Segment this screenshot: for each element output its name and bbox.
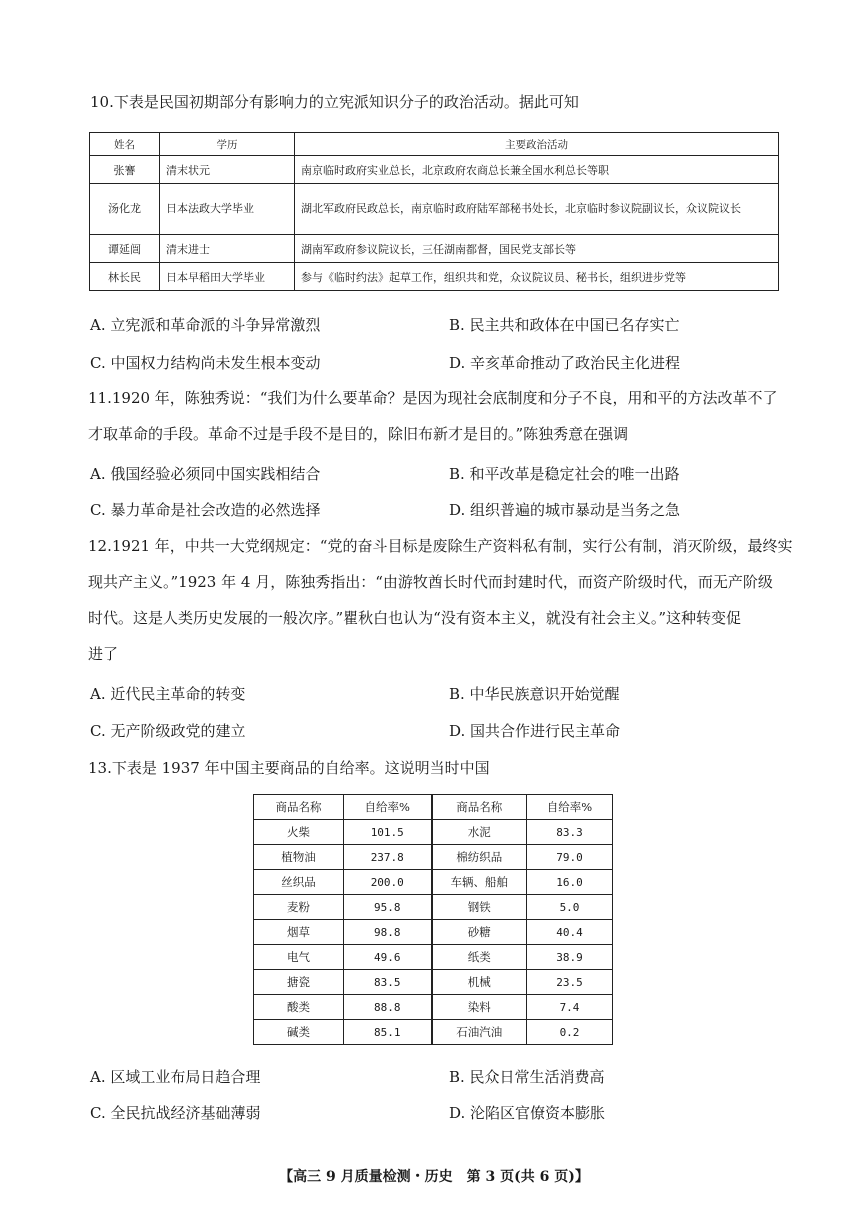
table-row — [254, 1020, 613, 1045]
table-cell: 日本早稻田大学毕业 — [160, 263, 295, 291]
table-row — [254, 920, 613, 945]
question-11 — [88, 380, 798, 452]
table-cell: 烟草 — [254, 920, 344, 945]
table-row — [254, 945, 613, 970]
table-cell: 纸类 — [432, 945, 527, 970]
question-12 — [88, 528, 798, 672]
table-header: 姓名 — [90, 133, 160, 156]
table-header-row — [254, 795, 613, 820]
table-header: 商品名称 — [432, 795, 527, 820]
table-cell: 7.4 — [527, 995, 613, 1020]
table-cell: 95.8 — [344, 895, 432, 920]
table-cell: 车辆、船舶 — [432, 870, 527, 895]
question-10-stem: 10.下表是民国初期部分有影响力的立宪派知识分子的政治活动。据此可知 — [90, 93, 579, 111]
table-cell: 石油汽油 — [432, 1020, 527, 1045]
table-cell: 丝织品 — [254, 870, 344, 895]
table-cell: 23.5 — [527, 970, 613, 995]
q10-option-b[interactable]: B. 民主共和政体在中国已名存实亡 — [449, 316, 680, 334]
table-cell: 16.0 — [527, 870, 613, 895]
political-activities-table — [89, 132, 779, 291]
question-12-stem-line: 时代。这是人类历史发展的一般次序。”瞿秋白也认为“没有资本主义，就没有社会主义。”这种转变促 — [88, 609, 742, 627]
table-cell: 砂糖 — [432, 920, 527, 945]
table-row — [254, 845, 613, 870]
table-cell: 电气 — [254, 945, 344, 970]
table-cell: 钢铁 — [432, 895, 527, 920]
table-cell: 101.5 — [344, 820, 432, 845]
table-row — [254, 820, 613, 845]
table-row — [254, 995, 613, 1020]
q10-option-a[interactable]: A. 立宪派和革命派的斗争异常激烈 — [90, 316, 321, 334]
table-cell: 麦粉 — [254, 895, 344, 920]
question-12-stem-line: 现共产主义。”1923 年 4 月，陈独秀指出：“由游牧酋长时代而封建时代，而资产阶级时代，而无产阶级 — [88, 573, 773, 591]
table-row — [254, 970, 613, 995]
q11-option-a[interactable]: A. 俄国经验必须同中国实践相结合 — [90, 465, 321, 483]
q12-option-c[interactable]: C. 无产阶级政党的建立 — [90, 722, 246, 740]
question-11-stem-line: 才取革命的手段。革命不过是手段不是目的，除旧布新才是目的。”陈独秀意在强调 — [88, 425, 629, 443]
table-cell: 参与《临时约法》起草工作，组织共和党，众议院议员、秘书长，组织进步党等 — [295, 263, 779, 291]
q11-option-d[interactable]: D. 组织普遍的城市暴动是当务之急 — [449, 501, 681, 519]
q10-option-d[interactable]: D. 辛亥革命推动了政治民主化进程 — [449, 354, 681, 372]
table-cell: 植物油 — [254, 845, 344, 870]
q13-option-d[interactable]: D. 沦陷区官僚资本膨胀 — [449, 1104, 606, 1122]
q11-option-b[interactable]: B. 和平改革是稳定社会的唯一出路 — [449, 465, 680, 483]
table-row — [90, 156, 779, 184]
q10-option-c[interactable]: C. 中国权力结构尚未发生根本变动 — [90, 354, 321, 372]
table-cell: 棉纺织品 — [432, 845, 527, 870]
table-cell: 237.8 — [344, 845, 432, 870]
table-row — [254, 870, 613, 895]
table-cell: 机械 — [432, 970, 527, 995]
table-cell: 汤化龙 — [90, 184, 160, 235]
table-cell: 88.8 — [344, 995, 432, 1020]
table-cell: 83.3 — [527, 820, 613, 845]
q12-option-a[interactable]: A. 近代民主革命的转变 — [90, 685, 246, 703]
question-11-stem-line: 11.1920 年，陈独秀说：“我们为什么要革命？是因为现社会底制度和分子不良，用和平的方法改革不了 — [88, 389, 778, 407]
table-cell: 碱类 — [254, 1020, 344, 1045]
table-cell: 水泥 — [432, 820, 527, 845]
table-cell: 火柴 — [254, 820, 344, 845]
question-10 — [90, 84, 798, 120]
table-cell: 40.4 — [527, 920, 613, 945]
q12-option-d[interactable]: D. 国共合作进行民主革命 — [449, 722, 621, 740]
table-cell: 200.0 — [344, 870, 432, 895]
q13-option-b[interactable]: B. 民众日常生活消费高 — [449, 1068, 605, 1086]
table-cell: 0.2 — [527, 1020, 613, 1045]
table-row — [90, 184, 779, 235]
question-12-stem-line: 12.1921 年，中共一大党纲规定：“党的奋斗目标是废除生产资料私有制，实行公有制，消灭阶级，最终实 — [88, 537, 793, 555]
table-cell: 湖北军政府民政总长，南京临时政府陆军部秘书处长，北京临时参议院副议长，众议院议长 — [295, 184, 779, 235]
table-header: 自给率% — [344, 795, 432, 820]
table-header: 商品名称 — [254, 795, 344, 820]
table-cell: 49.6 — [344, 945, 432, 970]
table-cell: 湖南军政府参议院议长，三任湖南都督，国民党支部长等 — [295, 235, 779, 263]
question-13-stem: 13.下表是 1937 年中国主要商品的自给率。这说明当时中国 — [88, 759, 490, 777]
table-cell: 5.0 — [527, 895, 613, 920]
self-sufficiency-table — [253, 794, 613, 1045]
page-footer: 【高三 9 月质量检测・历史 第 3 页(共 6 页)】 — [279, 1169, 589, 1185]
table-cell: 79.0 — [527, 845, 613, 870]
table-header-row — [90, 133, 779, 156]
table-cell: 98.8 — [344, 920, 432, 945]
table-row — [90, 263, 779, 291]
table-header: 学历 — [160, 133, 295, 156]
table-header: 主要政治活动 — [295, 133, 779, 156]
table-cell: 酸类 — [254, 995, 344, 1020]
table-row — [254, 895, 613, 920]
table-cell: 谭延闿 — [90, 235, 160, 263]
table-cell: 搪瓷 — [254, 970, 344, 995]
table-cell: 清末状元 — [160, 156, 295, 184]
q11-option-c[interactable]: C. 暴力革命是社会改造的必然选择 — [90, 501, 321, 519]
table-cell: 张謇 — [90, 156, 160, 184]
q13-option-a[interactable]: A. 区域工业布局日趋合理 — [90, 1068, 261, 1086]
question-12-stem-line: 进了 — [88, 645, 119, 663]
table-cell: 38.9 — [527, 945, 613, 970]
table-cell: 清末进士 — [160, 235, 295, 263]
table-cell: 染料 — [432, 995, 527, 1020]
table-row — [90, 235, 779, 263]
table-cell: 林长民 — [90, 263, 160, 291]
q13-option-c[interactable]: C. 全民抗战经济基础薄弱 — [90, 1104, 261, 1122]
table-cell: 85.1 — [344, 1020, 432, 1045]
question-13 — [88, 750, 798, 786]
table-header: 自给率% — [527, 795, 613, 820]
table-cell: 日本法政大学毕业 — [160, 184, 295, 235]
table-cell: 南京临时政府实业总长，北京政府农商总长兼全国水利总长等职 — [295, 156, 779, 184]
q12-option-b[interactable]: B. 中华民族意识开始觉醒 — [449, 685, 620, 703]
table-cell: 83.5 — [344, 970, 432, 995]
